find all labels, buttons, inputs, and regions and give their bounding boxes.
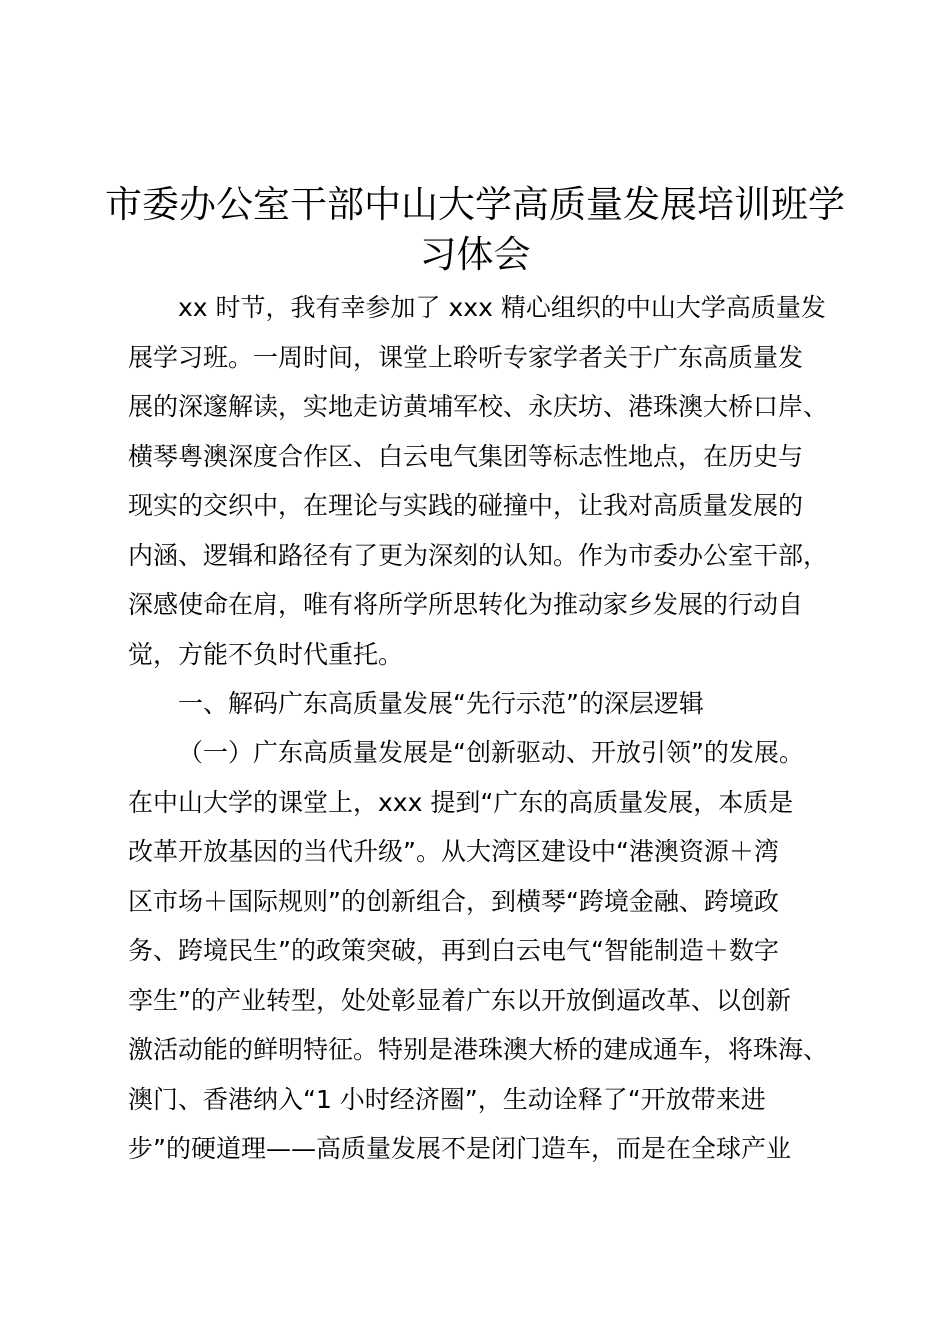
paragraph-line: 改革开放基因的当代升级”。从大湾区建设中“港澳资源＋湾 bbox=[128, 837, 779, 866]
paragraph-line: 激活动能的鲜明特征。特别是港珠澳大桥的建成通车，将珠海、 bbox=[128, 1035, 829, 1064]
paragraph-line: 深感使命在肩，唯有将所学所思转化为推动家乡发展的行动自 bbox=[128, 590, 804, 619]
intro-paragraph bbox=[128, 283, 838, 679]
section-paragraph bbox=[128, 728, 838, 1174]
paragraph-line: 务、跨境民生”的政策突破，再到白云电气“智能制造＋数字 bbox=[128, 936, 779, 965]
paragraph-line: 步”的硬道理——高质量发展不是闭门造车，而是在全球产业 bbox=[128, 1134, 791, 1163]
paragraph-line: 觉，方能不负时代重托。 bbox=[128, 639, 404, 669]
paragraph-line: xx 时节，我有幸参加了 xxx 精心组织的中山大学高质量发 bbox=[178, 293, 826, 322]
paragraph-line: 展的深邃解读，实地走访黄埔军校、永庆坊、港珠澳大桥口岸、 bbox=[128, 392, 829, 421]
paragraph-line: 澳门、香港纳入“1 小时经济圈”，生动诠释了“开放带来进 bbox=[128, 1084, 766, 1114]
section-heading bbox=[128, 679, 838, 729]
title-line: 市委办公室干部中山大学高质量发展培训班学 bbox=[105, 183, 845, 226]
title-line: 习体会 bbox=[419, 233, 531, 276]
paragraph-line: 内涵、逻辑和路径有了更为深刻的认知。作为市委办公室干部， bbox=[128, 540, 829, 570]
paragraph-line: 现实的交织中，在理论与实践的碰撞中，让我对高质量发展的 bbox=[128, 491, 804, 520]
paragraph-line: 区市场＋国际规则”的创新组合，到横琴“跨境金融、跨境政 bbox=[128, 886, 779, 916]
paragraph-line: 孪生”的产业转型，处处彰显着广东以开放倒逼改革、以创新 bbox=[128, 985, 791, 1015]
paragraph-line: 在中山大学的课堂上，xxx 提到“广东的高质量发展，本质是 bbox=[128, 787, 794, 817]
paragraph-line: 横琴粤澳深度合作区、白云电气集团等标志性地点，在历史与 bbox=[128, 441, 804, 471]
document-title bbox=[100, 180, 850, 280]
paragraph-line: （一）广东高质量发展是“创新驱动、开放引领”的发展。 bbox=[178, 738, 804, 767]
paragraph-line: 展学习班。一周时间，课堂上聆听专家学者关于广东高质量发 bbox=[128, 342, 804, 372]
section-heading-text: 一、解码广东高质量发展“先行示范”的深层逻辑 bbox=[178, 689, 704, 718]
